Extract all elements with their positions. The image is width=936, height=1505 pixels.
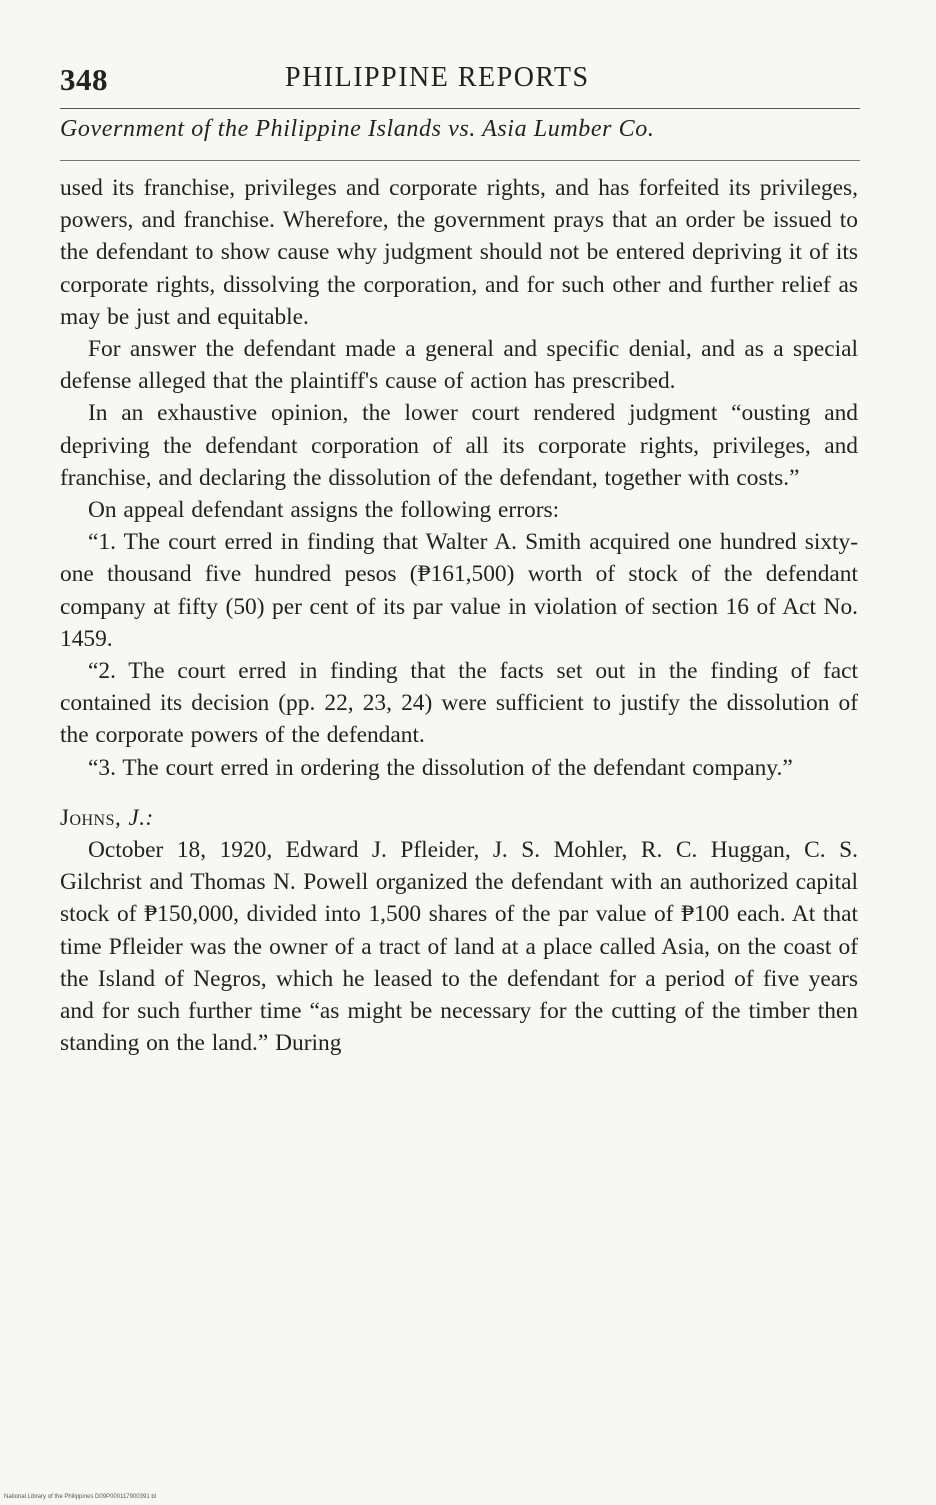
page-number: 348 bbox=[60, 62, 108, 97]
paragraph-opinion-start: October 18, 1920, Edward J. Pfleider, J. S. Mohler, R. C. Huggan, C. S. Gilchrist and Thomas N. Powell organized the defendant with an authorized capital stock of ₱150,000, divided into 1,500 shares of the par value of ₱100 each. At that time Pfleider was the owner of a tract of land at a place called Asia, on the coast of the Island of Negros, which he leased to the defendant for a period of five years and for such further time “as might be necessary for the cutting of the timber then standing on the land.” During bbox=[60, 837, 858, 1057]
paragraph-appeal-errors-intro: On appeal defendant assigns the following errors: bbox=[88, 497, 560, 524]
paragraph-error-3: “3. The court erred in ordering the dissolution of the defendant company.” bbox=[88, 754, 793, 781]
case-title: Government of the Philippine Islands vs. Asia Lumber Co. bbox=[60, 116, 655, 142]
paragraph-lower-court-opinion: In an exhaustive opinion, the lower court rendered judgment “ousting and depriving the defendant corporation of all its corporate rights, privileges, and franchise, and declaring the dissolution of the defendant, together with costs.” bbox=[60, 400, 858, 491]
body-text bbox=[60, 172, 858, 1059]
header-rule-bottom bbox=[60, 160, 860, 161]
header-rule-top bbox=[60, 108, 860, 109]
paragraph-continuation: used its franchise, privileges and corporate rights, and has forfeited its privileges, powers, and franchise. Wherefore, the government prays that an order be issued to the defendant to show cause why judgment should not be entered depriving it of its corporate rights, dissolving the corporation, and for such other and further relief as may be just and equitable. bbox=[60, 175, 858, 330]
opinion-author bbox=[60, 802, 858, 834]
paragraph-error-2: “2. The court erred in finding that the facts set out in the finding of fact contained its decision (pp. 22, 23, 24) were sufficient to justify the dissolution of the corporate powers of the defendant. bbox=[60, 658, 858, 749]
author-title: , J.: bbox=[115, 804, 154, 830]
running-title: PHILIPPINE REPORTS bbox=[285, 62, 590, 93]
paragraph-error-1: “1. The court erred in finding that Walter A. Smith acquired one hundred sixty-one thousand five hundred pesos (₱161,500) worth of stock of the defendant company at fifty (50) per cent of its par value in violation of section 16 of Act No. 1459. bbox=[60, 529, 858, 652]
author-name: Johns bbox=[60, 804, 116, 830]
page-header bbox=[60, 60, 860, 104]
library-stamp: National Library of the Philippines D09P000117900391 bl bbox=[4, 1494, 156, 1500]
paragraph-answer: For answer the defendant made a general and specific denial, and as a special defense alleged that the plaintiff's cause of action has prescribed. bbox=[60, 336, 858, 395]
